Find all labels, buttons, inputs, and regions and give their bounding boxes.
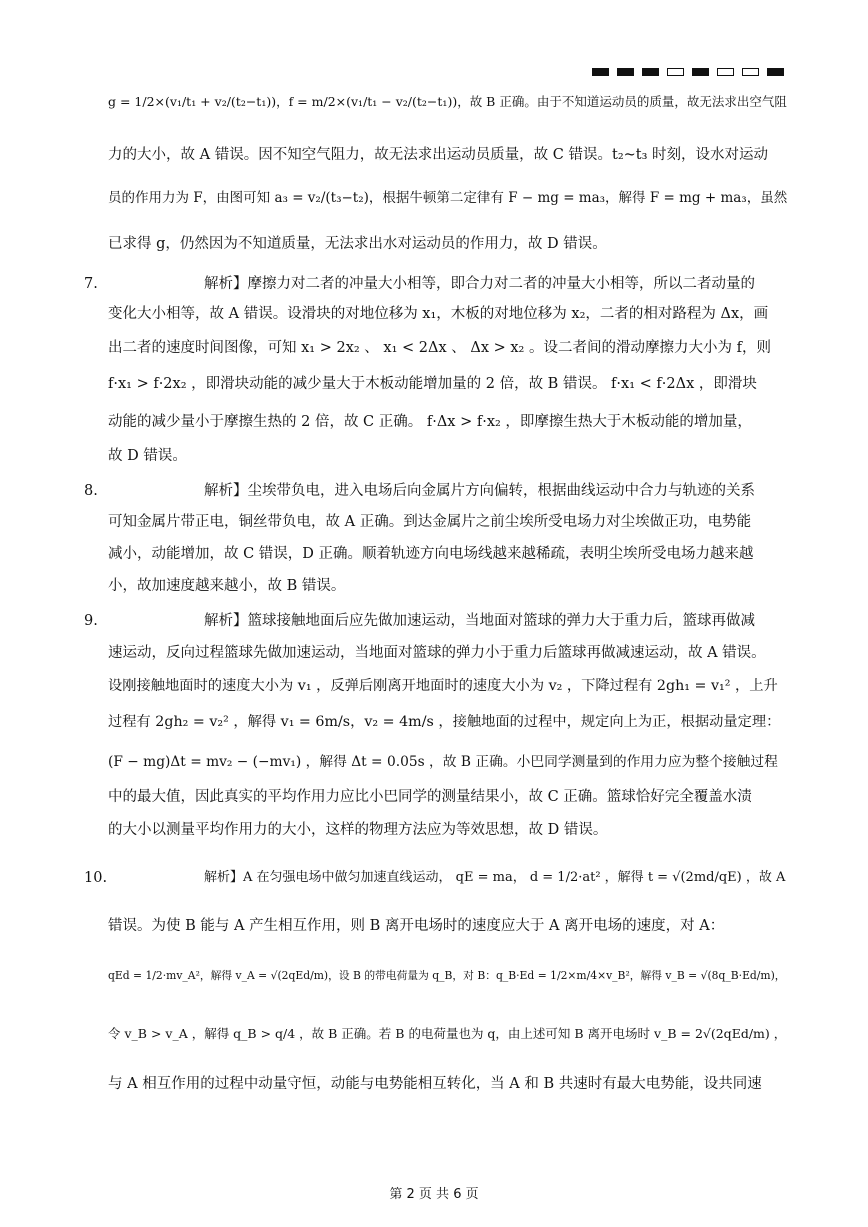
text-line: 中的最大值，因此真实的平均作用力应比小巴同学的测量结果小，故 C 正确。篮球恰好完全覆盖水渍 [108,789,752,805]
text-line: 解析】篮球接触地面后应先做加速运动，当地面对篮球的弹力大于重力后，篮球再做减 [204,613,755,629]
text-line: 的大小以测量平均作用力的大小，这样的物理方法应为等效思想，故 D 错误。 [108,822,608,838]
header-mark [692,68,709,76]
text-line: 解析】尘埃带负电，进入电场后向金属片方向偏转，根据曲线运动中合力与轨迹的关系 [204,483,755,499]
text-line: f·x₁ > f·2x₂ ，即滑块动能的减少量大于木板动能增加量的 2 倍，故 B 错误。 f·x₁ < f·2Δx ，即滑块 [108,376,757,392]
text-line: 与 A 相互作用的过程中动量守恒，动能与电势能相互转化，当 A 和 B 共速时有最大电势能，设共同速 [108,1076,762,1092]
text-line: 令 v_B > v_A ，解得 q_B > q/4 ，故 B 正确。若 B 的电荷量也为 q，由上述可知 B 离开电场时 v_B = 2√(2qEd/m) ， [108,1026,787,1041]
text-line: 过程有 2gh₂ = v₂² ，解得 v₁ = 6m/s，v₂ = 4m/s ，接触地面的过程中，规定向上为正，根据动量定理： [108,714,781,730]
text-line: 力的大小，故 A 错误。因不知空气阻力，故无法求出运动员质量，故 C 错误。t₂~t₃ 时刻，设水对运动 [108,147,769,163]
text-line: 已求得 g，仍然因为不知道质量，无法求出水对运动员的作用力，故 D 错误。 [108,236,607,252]
text-line: 员的作用力为 F，由图可知 a₃ = v₂/(t₃−t₂)，根据牛顿第二定律有 F − mg = ma₃，解得 F = mg + ma₃，虽然 [108,190,788,206]
text-line: 减小，动能增加，故 C 错误，D 正确。顺着轨迹方向电场线越来越稀疏，表明尘埃所受电场力越来越 [108,546,754,562]
text-line: qEd = 1/2·mv_A²，解得 v_A = √(2qEd/m)，设 B 的带电荷量为 q_B，对 B：q_B·Ed = 1/2×m/4×v_B²，解得 v_B = √(8q_B·Ed/m)， [108,969,786,982]
text-line: 解析】A 在匀强电场中做匀加速直线运动， qE = ma， d = 1/2·at² ，解得 t = √(2md/qE) ，故 A [204,870,786,885]
question-number: 8. [84,483,98,499]
text-line: 可知金属片带正电，铜丝带负电，故 A 正确。到达金属片之前尘埃所受电场力对尘埃做正功，电势能 [108,514,752,530]
question-number: 10. [84,870,108,886]
text-line: 出二者的速度时间图像，可知 x₁ > 2x₂ 、 x₁ < 2Δx 、 Δx > x₂ 。设二者间的滑动摩擦力大小为 f，则 [108,340,771,356]
header-mark [642,68,659,76]
text-line: 小，故加速度越来越小，故 B 错误。 [108,578,346,594]
header-mark [592,68,609,76]
header-mark [767,68,784,76]
page-footer: 第 2 页 共 6 页 [389,1187,479,1202]
header-mark [717,68,734,76]
text-line: (F − mg)Δt = mv₂ − (−mv₁) ，解得 Δt = 0.05s ，故 B 正确。小巴同学测量到的作用力应为整个接触过程 [108,754,778,770]
header-marks [592,68,784,76]
question-number: 7. [84,276,98,292]
text-line: 解析】摩擦力对二者的冲量大小相等，即合力对二者的冲量大小相等，所以二者动量的 [204,276,755,292]
question-number: 9. [84,613,98,629]
text-line: 设刚接触地面时的速度大小为 v₁ ，反弹后刚离开地面时的速度大小为 v₂ ，下降过程有 2gh₁ = v₁² ，上升 [108,678,778,694]
text-line: 变化大小相等，故 A 错误。设滑块的对地位移为 x₁，木板的对地位移为 x₂，二者的相对路程为 Δx，画 [108,306,769,322]
header-mark [617,68,634,76]
text-line: 错误。为使 B 能与 A 产生相互作用，则 B 离开电场时的速度应大于 A 离开电场的速度，对 A： [108,918,725,934]
text-line: 动能的减少量小于摩擦生热的 2 倍，故 C 正确。 f·Δx > f·x₂ ，即摩擦生热大于木板动能的增加量， [108,414,752,430]
text-line: 故 D 错误。 [108,448,187,464]
text-line: 速运动，反向过程篮球先做加速运动，当地面对篮球的弹力小于重力后篮球再做减速运动，故 A 错误。 [108,645,766,661]
header-mark [667,68,684,76]
text-line: g = 1/2×(v₁/t₁ + v₂/(t₂−t₁))，f = m/2×(v₁/t₁ − v₂/(t₂−t₁))，故 B 正确。由于不知道运动员的质量，故无法求出空气阻 [108,94,787,109]
header-mark [742,68,759,76]
